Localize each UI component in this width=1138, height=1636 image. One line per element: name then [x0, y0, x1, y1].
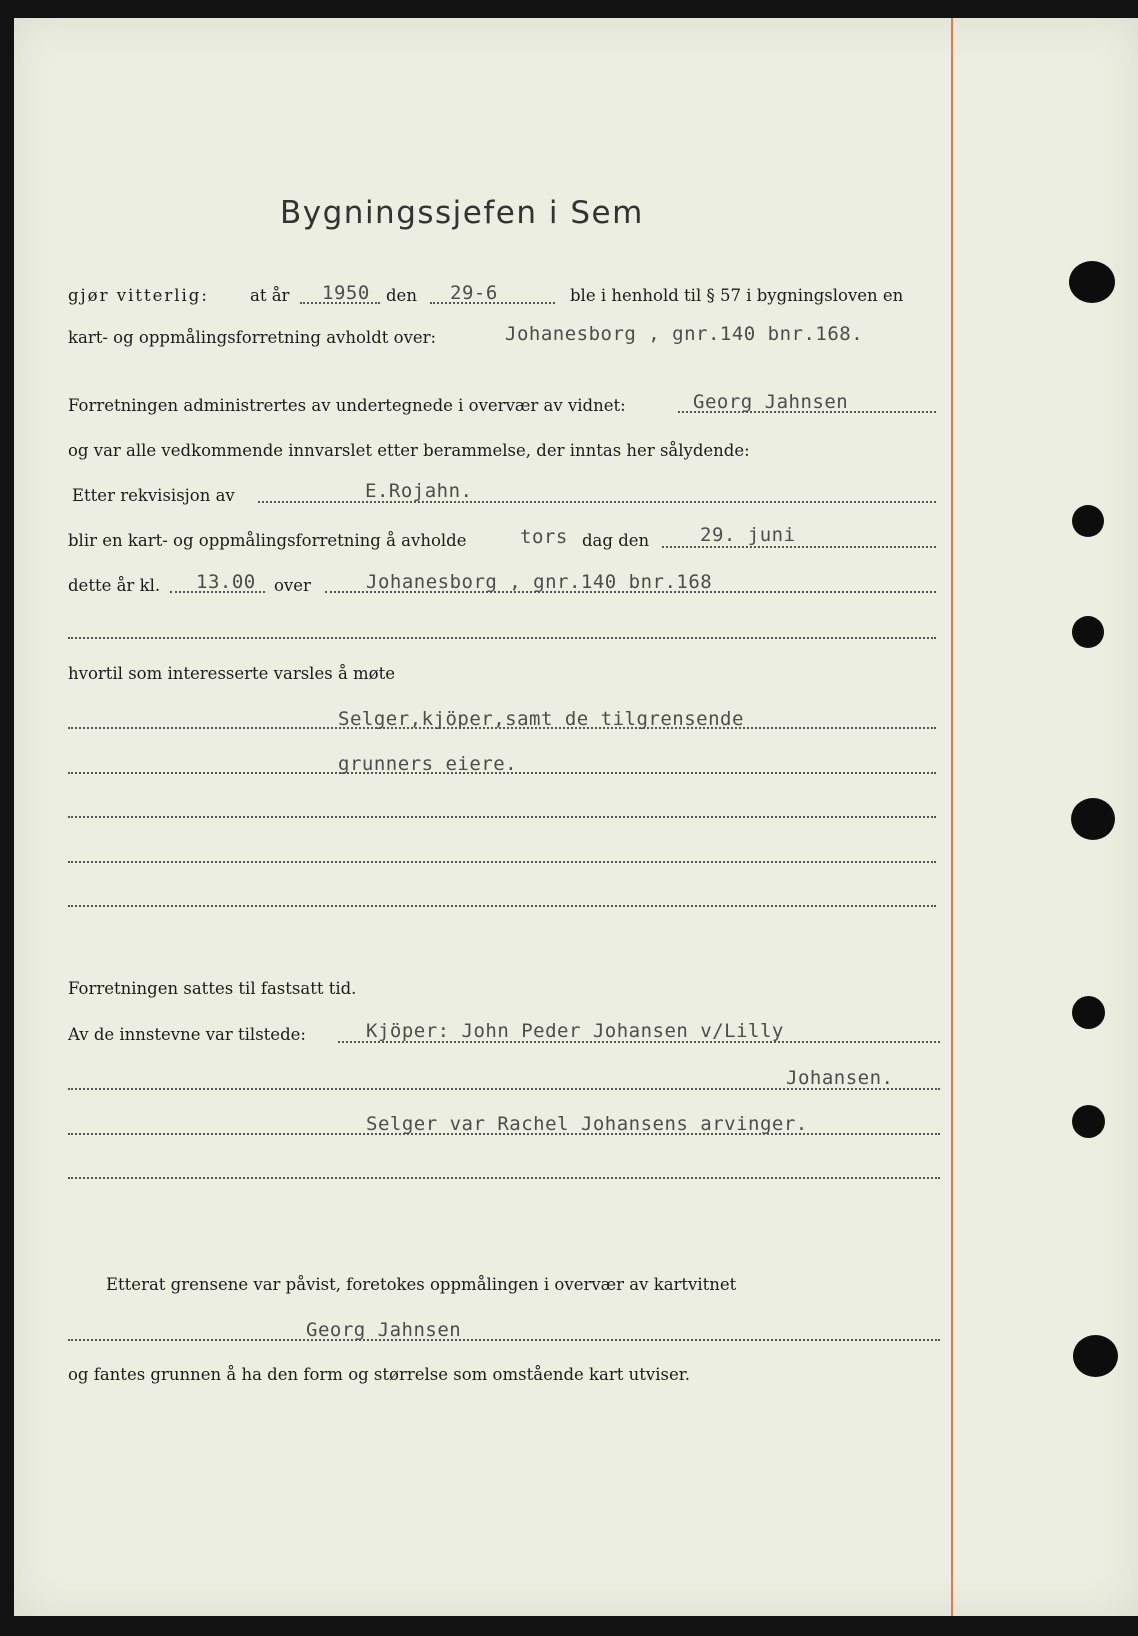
- date-label: den: [386, 286, 417, 305]
- requisition-label: Etter rekvisisjon av: [72, 486, 235, 505]
- date-value: 29-6: [450, 282, 498, 304]
- weekday-value: tors: [520, 526, 568, 548]
- punch-hole: [1072, 996, 1105, 1029]
- summons-line: [68, 816, 936, 818]
- time-value: 13.00: [196, 571, 256, 593]
- summons-label: hvortil som interesserte varsles å møte: [68, 664, 395, 683]
- punch-hole: [1071, 798, 1115, 840]
- present-buyer: Kjöper: John Peder Johansen v/Lilly: [366, 1020, 784, 1042]
- law-reference: ble i henhold til § 57 i bygningsloven en: [570, 286, 904, 305]
- blank-line: [68, 637, 936, 639]
- vitterlig-label: gjør vitterlig:: [68, 286, 209, 305]
- held-over-label: kart- og oppmålingsforretning avholdt over:: [68, 328, 437, 347]
- day-date-dots: [662, 546, 936, 548]
- held-label: blir en kart- og oppmålingsforretning å avholde: [68, 531, 467, 550]
- conclusion-text: og fantes grunnen å ha den form og størrelse som omstående kart utviser.: [68, 1365, 691, 1384]
- over-label: over: [274, 576, 311, 595]
- map-witness-value: Georg Jahnsen: [306, 1319, 462, 1341]
- summoned-line-1: Selger,kjöper,samt de tilgrensende: [338, 708, 744, 730]
- punch-hole: [1069, 261, 1115, 303]
- map-witness-line: [68, 1339, 940, 1341]
- summoned-line-2: grunners eiere.: [338, 753, 518, 775]
- year-value: 1950: [322, 282, 370, 304]
- property-value: Johanesborg , gnr.140 bnr.168.: [505, 323, 864, 345]
- present-seller: Selger var Rachel Johansens arvinger.: [366, 1113, 808, 1135]
- witness-value: Georg Jahnsen: [693, 391, 849, 413]
- day-date-label: dag den: [582, 531, 650, 550]
- notice-text: og var alle vedkommende innvarslet etter berammelse, der inntas her sålydende:: [68, 441, 750, 460]
- location-value: Johanesborg , gnr.140 bnr.168: [366, 571, 713, 593]
- time-label: dette år kl.: [68, 576, 161, 595]
- requisition-value: E.Rojahn.: [365, 480, 473, 502]
- present-line: [68, 1177, 940, 1179]
- punch-hole: [1072, 505, 1104, 537]
- margin-rule: [951, 18, 953, 1616]
- requisition-dots: [258, 501, 936, 503]
- page-title: Bygningssjefen i Sem: [280, 195, 644, 231]
- witness-label: Forretningen administrertes av undertegnede i overvær av vidnet:: [68, 396, 626, 415]
- punch-hole: [1073, 1335, 1118, 1377]
- punch-hole: [1072, 1105, 1105, 1138]
- day-date-value: 29. juni: [700, 524, 796, 546]
- punch-hole: [1072, 616, 1104, 648]
- summons-line: [68, 861, 936, 863]
- fixed-time-text: Forretningen sattes til fastsatt tid.: [68, 979, 357, 998]
- summons-line: [68, 905, 936, 907]
- survey-text: Etterat grensene var påvist, foretokes oppmålingen i overvær av kartvitnet: [106, 1275, 737, 1294]
- present-buyer-cont: Johansen.: [786, 1067, 894, 1089]
- year-label: at år: [250, 286, 290, 305]
- present-label: Av de innstevne var tilstede:: [68, 1025, 306, 1044]
